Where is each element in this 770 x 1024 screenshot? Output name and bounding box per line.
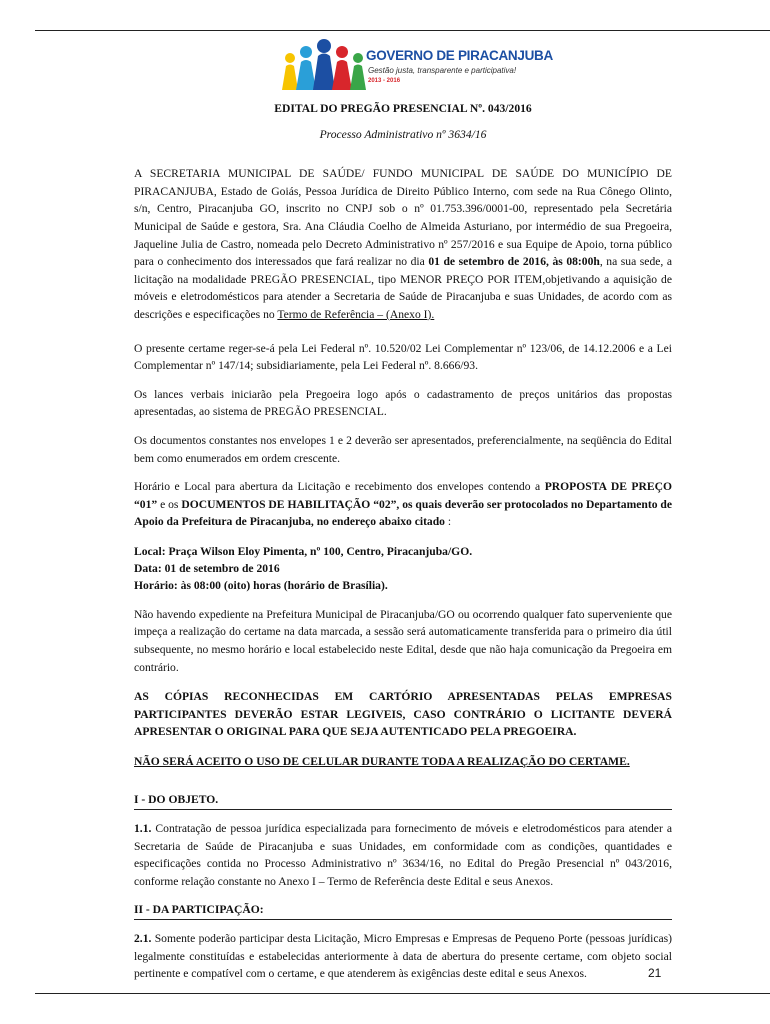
termo-referencia-link: Termo de Referência – (Anexo I). bbox=[277, 307, 435, 321]
schedule-paragraph bbox=[134, 478, 672, 531]
bids-paragraph: Os lances verbais iniciarão pela Pregoeira logo após o cadastramento de preços unitários das propostas apresentadas, ao sistema de PREGÃO PRESENCIAL. bbox=[134, 387, 672, 419]
section-heading-objeto: I - DO OBJETO. bbox=[134, 791, 672, 811]
bottom-rule bbox=[35, 993, 770, 994]
law-paragraph: O presente certame reger-se-á pela Lei Federal nº. 10.520/02 Lei Complementar nº 123/06, de 14.12.2006 e a Lei Complementar nº 147/14; subsidiariamente, pela Lei Federal nº. 8.666/93. bbox=[134, 341, 672, 373]
intro-date-bold: 01 de setembro de 2016, às 08:00h bbox=[428, 255, 600, 269]
intro-paragraph bbox=[134, 165, 672, 323]
document-subtitle: Processo Administrativo nº 3634/16 bbox=[319, 127, 487, 141]
documents-paragraph: Os documentos constantes nos envelopes 1 e 2 deverão ser apresentados, preferencialmente, na seqüência do Edital bem como enumerados em ordem crescente. bbox=[134, 433, 672, 465]
session-details bbox=[134, 543, 672, 594]
clause-number: 2.1. bbox=[134, 932, 152, 946]
logo-years: 2013 - 2016 bbox=[368, 78, 401, 84]
clause-1-1 bbox=[134, 820, 672, 890]
people-figures-icon bbox=[276, 38, 368, 90]
logo-title: GOVERNO DE PIRACANJUBA bbox=[366, 48, 553, 63]
government-logo bbox=[276, 38, 553, 90]
time-line: Horário: às 08:00 (oito) horas (horário de Brasília). bbox=[134, 578, 388, 592]
top-rule bbox=[35, 30, 770, 31]
intro-text-2: , na sua sede, a licitação na modalidade PREGÃO PRESENCIAL, tipo MENOR PREÇO POR ITEM,objetivando a aquisição de móveis e eletrodomésticos para atender a Secretaria de Saúde de Piracanjuba e suas Unidades, de acordo com as descrições e especificações no bbox=[134, 255, 672, 321]
phone-notice: NÃO SERÁ ACEITO O USO DE CELULAR DURANTE TODA A REALIZAÇÃO DO CERTAME. bbox=[134, 755, 630, 769]
logo-tagline: Gestão justa, transparente e participativa! bbox=[368, 66, 517, 75]
clause-text: Somente poderão participar desta Licitação, Micro Empresas e Empresas de Pequeno Porte (pessoas jurídicas) legalmente constituídas e estabelecidas anteriormente à data de abertura do presente certame, com objeto social pertinente e compatível com o certame, e que atenderem às exigências deste edital e seus Anexos. bbox=[134, 932, 672, 981]
intro-text-1: A SECRETARIA MUNICIPAL DE SAÚDE/ FUNDO MUNICIPAL DE SAÚDE DO MUNICÍPIO DE PIRACANJUBA, Estado de Goiás, Pessoa Jurídica de Direito Público Interno, com sede na Rua Cônego Olinto, s/n, Centro, Piracanjuba GO, inscrito no CNPJ sob o nº 01.753.396/0001-00, representado pela Secretária Municipal de Saúde e gestora, Sra. Ana Cláudia Coelho de Almeida Asturiano, por intermédio de sua Pregoeira, Jaqueline Julia de Castro, nomeada pelo Decreto Administrativo nº 257/2016 e sua Equipe de Apoio, torna público para o conhecimento dos interessados que fará realizar no dia bbox=[134, 167, 672, 269]
document-body bbox=[134, 96, 672, 983]
copies-notice: AS CÓPIAS RECONHECIDAS EM CARTÓRIO APRESENTADAS PELAS EMPRESAS PARTICIPANTES DEVERÃO ESTAR LEGIVEIS, CASO CONTRÁRIO O LICITANTE DEVERÁ APRESENTAR O ORIGINAL PARA QUE SEJA AUTENTICADO PELA PREGOEIRA. bbox=[134, 690, 672, 739]
date-line: Data: 01 de setembro de 2016 bbox=[134, 561, 280, 575]
section-heading-participacao: II - DA PARTICIPAÇÃO: bbox=[134, 901, 672, 921]
clause-2-1 bbox=[134, 930, 672, 983]
schedule-bold-1: PROPOSTA DE PREÇO “01” bbox=[134, 480, 673, 511]
schedule-text-2: e os bbox=[157, 497, 182, 511]
document-title: EDITAL DO PREGÃO PRESENCIAL Nº. 043/2016 bbox=[274, 102, 532, 115]
schedule-text-3: : bbox=[444, 515, 452, 529]
local-line: Local: Praça Wilson Eloy Pimenta, nº 100, Centro, Piracanjuba/GO. bbox=[134, 544, 473, 558]
schedule-text-1: Horário e Local para abertura da Licitação e recebimento dos envelopes contendo a bbox=[134, 480, 545, 494]
no-business-paragraph: Não havendo expediente na Prefeitura Municipal de Piracanjuba/GO ou ocorrendo qualquer fato superveniente que impeça a realização do certame na data marcada, a sessão será automaticamente transferida para o primeiro dia útil subsequente, no mesmo horário e local estabelecido neste Edital, desde que não haja comunicação da Pregoeira em contrário. bbox=[134, 607, 672, 674]
clause-text: Contratação de pessoa jurídica especializada para fornecimento de móveis e eletrodomésticos para atender a Secretaria de Saúde de Piracanjuba e suas Unidades, em conformidade com as condições, quantidades e especificações contida no Processo Administrativo nº 3634/16, no Edital do Pregão Presencial nº 043/2016, conforme relação constante no Anexo I – Termo de Referência deste Edital e seus Anexos. bbox=[134, 822, 672, 888]
clause-number: 1.1. bbox=[134, 822, 152, 836]
schedule-bold-2: DOCUMENTOS DE HABILITAÇÃO “02”, os quais deverão ser protocolados no Departamento de Apoio da Prefeitura de Piracanjuba, no endereço abaixo citado bbox=[134, 497, 672, 529]
page-number: 21 bbox=[648, 966, 662, 980]
